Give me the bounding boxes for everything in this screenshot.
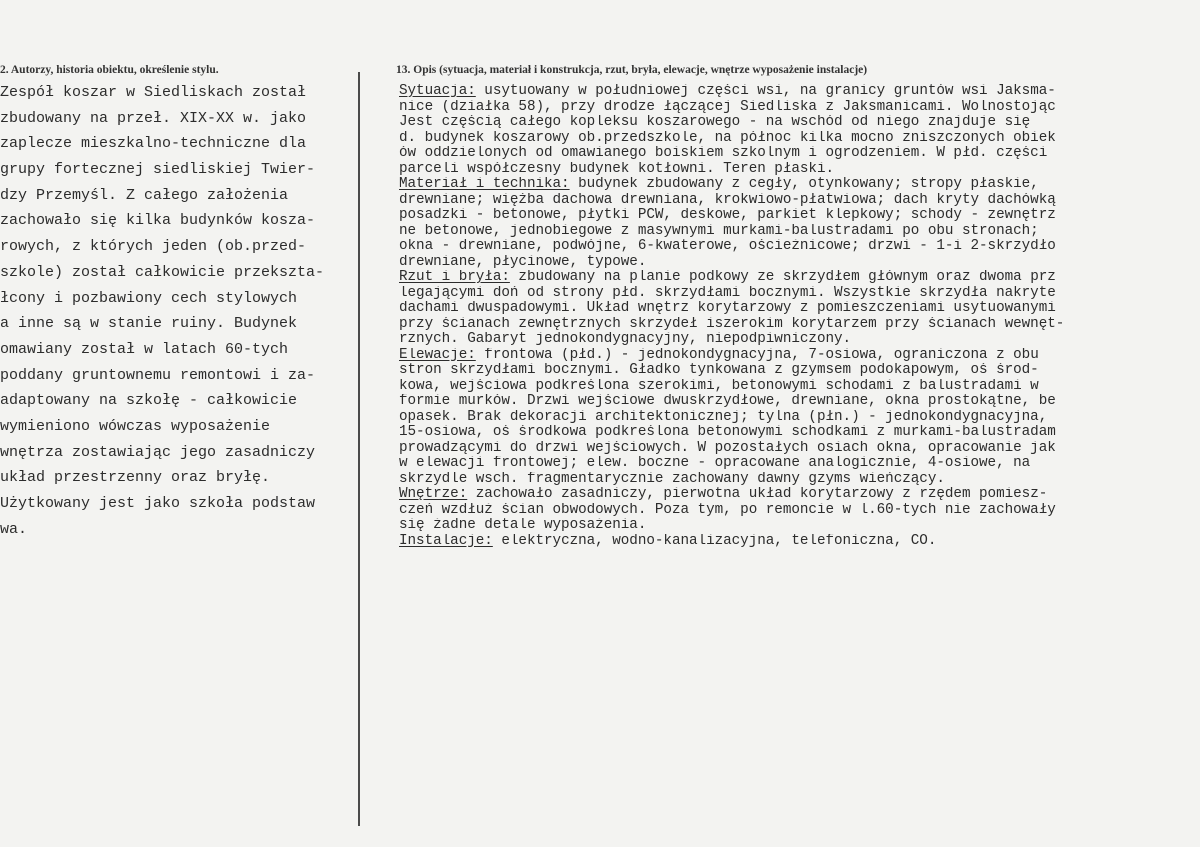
section-text: dachami dwuspadowymi. Układ wnętrz korytarzowy z pomieszczeniami usytuowanymi <box>399 301 1056 316</box>
history-text-line: zbudowany na przeł. XIX-XX w. jako <box>0 109 307 127</box>
history-text-line: Użytkowany jest jako szkoła podstaw <box>0 495 316 512</box>
history-text-line: łcony i pozbawiony cech stylowych <box>0 289 298 307</box>
description-text-line <box>399 224 1189 240</box>
section-text: stron skrzydłami bocznymi. Gładko tynkowana z gzymsem podokapowym, oś środ- <box>399 363 1039 378</box>
section-text: okna - drewniane, podwójne, 6-kwaterowe, ościeżnicowe; drzwi - 1-i 2-skrzydło <box>399 239 1056 254</box>
description-text-line <box>399 456 1189 472</box>
section-label: Sytuacja: <box>399 84 476 99</box>
section-text: legającymi doń od strony płd. skrzydłami bocznymi. Wszystkie skrzydła nakryte <box>399 285 1056 301</box>
description-text-column <box>399 84 1189 549</box>
history-text-column <box>0 80 368 542</box>
description-text-line <box>399 177 1189 193</box>
description-text-line <box>399 441 1189 457</box>
description-text-line <box>399 146 1189 162</box>
description-text-line <box>399 487 1189 503</box>
description-text-line <box>399 410 1189 426</box>
section-text: budynek zbudowany z cegły, otynkowany; stropy płaskie, <box>569 177 1039 192</box>
section-label: Wnętrze: <box>399 487 468 502</box>
description-text-line <box>399 239 1189 255</box>
section-text: nice (działka 58), przy drodze łączącej Siedliska z Jaksmanicami. Wolnostojąc <box>399 99 1056 115</box>
section-text: frontowa (płd.) - jednokondygnacyjna, 7-osiowa, ograniczona z obu <box>475 347 1039 363</box>
section-text: drewniane, płycinowe, typowe. <box>399 254 647 270</box>
history-text-line: Zespół koszar w Siedliskach został <box>0 84 307 101</box>
section-text: elektryczna, wodno-kanalizacyjna, telefoniczna, CO. <box>492 533 937 549</box>
section-text: zachowało zasadniczy, pierwotna układ korytarzowy z rzędem pomiesz- <box>467 487 1048 502</box>
history-text-line: dzy Przemyśl. Z całego założenia <box>0 186 289 204</box>
history-text-line: wnętrza zostawiając jego zasadniczy <box>0 443 316 461</box>
history-text-line: szkole) został całkowicie przekszta- <box>0 263 325 281</box>
history-text-line: adaptowany na szkołę - całkowicie <box>0 392 298 410</box>
description-text-line <box>399 301 1189 317</box>
section-text: czeń wzdłuż ścian obwodowych. Poza tym, po remoncie w l.60-tych nie zachowały <box>399 502 1056 518</box>
section-text: drewniane; więźba dachowa drewniana, krokwiowo-płatwiowa; dach kryty dachówką <box>399 192 1056 208</box>
section-text: ów oddzielonych od omawianego boiskiem szkolnym i ogrodzeniem. W płd. części <box>399 146 1048 161</box>
section-text: rznych. Gabaryt jednokondygnacyjny, niepodpiwniczony. <box>399 332 852 347</box>
section-text: formie murków. Drzwi wejściowe dwuskrzydłowe, drewniane, okna prostokątne, be <box>399 394 1056 409</box>
section-text: d. budynek koszarowy ob.przedszkole, na północ kilka mocno zniszczonych obiek <box>399 130 1056 146</box>
history-text-line: a inne są w stanie ruiny. Budynek <box>0 315 298 333</box>
section-text: posadzki - betonowe, płytki PCW, deskowe, parkiet klepkowy; schody - zewnętrz <box>399 208 1056 223</box>
right-section-header: 13. Opis (sytuacja, materiał i konstrukcja, rzut, bryła, elewacje, wnętrze wyposażenie instalacje) <box>396 64 868 76</box>
description-text-line <box>399 363 1189 379</box>
history-text-line: wymieniono wówczas wyposażenie <box>0 417 271 435</box>
left-section-header: 2. Autorzy, historia obiektu, określenie stylu. <box>0 64 219 76</box>
section-label: Instalacje: <box>399 533 493 549</box>
description-text-line <box>399 131 1189 147</box>
description-text-line <box>399 425 1189 441</box>
section-text: ne betonowe, jednobiegowe z masywnymi murkami-balustradami po obu stronach; <box>399 223 1039 239</box>
description-text-line <box>399 534 1189 550</box>
history-text-line: grupy fortecznej siedliskiej Twier- <box>0 161 316 179</box>
history-text-line: omawiany został w latach 60-tych <box>0 340 289 358</box>
history-text-line: zaplecze mieszkalno-techniczne dla <box>0 135 307 153</box>
description-text-line <box>399 193 1189 209</box>
description-text-line <box>399 100 1189 116</box>
description-text-line <box>399 208 1189 224</box>
description-text-line <box>399 394 1189 410</box>
description-text-line <box>399 518 1189 534</box>
history-text-line: układ przestrzenny oraz bryłę. <box>0 469 271 487</box>
history-text-line: zachowało się kilka budynków kosza- <box>0 212 316 230</box>
description-text-line <box>399 503 1189 519</box>
section-text: w elewacji frontowej; elew. boczne - opracowane analogicznie, 4-osiowe, na <box>399 456 1031 471</box>
description-text-line <box>399 255 1189 271</box>
description-text-line <box>399 317 1189 333</box>
description-text-line <box>399 84 1189 100</box>
description-text-line <box>399 270 1189 286</box>
description-text-line <box>399 115 1189 131</box>
section-label: Materiał i technika: <box>399 177 570 192</box>
history-text-line: wa. <box>0 520 28 538</box>
section-text: zbudowany na planie podkowy ze skrzydłem głównym oraz dwoma prz <box>509 270 1056 285</box>
section-text: 15-osiowa, oś środkowa podkreślona betonowymi schodkami z murkami-balustradam <box>399 425 1056 440</box>
section-text: prowadzącymi do drzwi wejściowych. W pozostałych osiach okna, opracowanie jak <box>399 440 1056 456</box>
description-text-line <box>399 379 1189 395</box>
section-label: Rzut i bryła: <box>399 270 510 285</box>
section-text: przy ścianach zewnętrznych skrzydeł iszerokim korytarzem przy ścianach wewnęt- <box>399 316 1065 332</box>
history-text-line: poddany gruntownemu remontowi i za- <box>0 366 316 384</box>
section-text: opasek. Brak dekoracji architektonicznej; tylna (płn.) - jednokondygnacyjna, <box>399 409 1048 425</box>
history-text-line: rowych, z których jeden (ob.przed- <box>0 238 307 256</box>
section-text: się żadne detale wyposażenia. <box>399 518 647 533</box>
description-text-line <box>399 348 1189 364</box>
section-text: usytuowany w południowej części wsi, na granicy gruntów wsi Jaksma- <box>475 84 1056 99</box>
description-text-line <box>399 286 1189 302</box>
section-label: Elewacje: <box>399 347 476 363</box>
description-text-line <box>399 162 1189 178</box>
section-text: Jest częścią całego kopleksu koszarowego - na wschód od niego znajduje się <box>399 115 1031 130</box>
description-text-line <box>399 332 1189 348</box>
description-text-line <box>399 472 1189 488</box>
section-text: skrzydle wsch. fragmentarycznie zachowany dawny gzyms wieńczący. <box>399 471 945 487</box>
section-text: kowa, wejściowa podkreślona szerokimi, betonowymi schodami z balustradami w <box>399 378 1039 394</box>
section-text: parceli współczesny budynek kotłowni. Teren płaski. <box>399 161 835 177</box>
